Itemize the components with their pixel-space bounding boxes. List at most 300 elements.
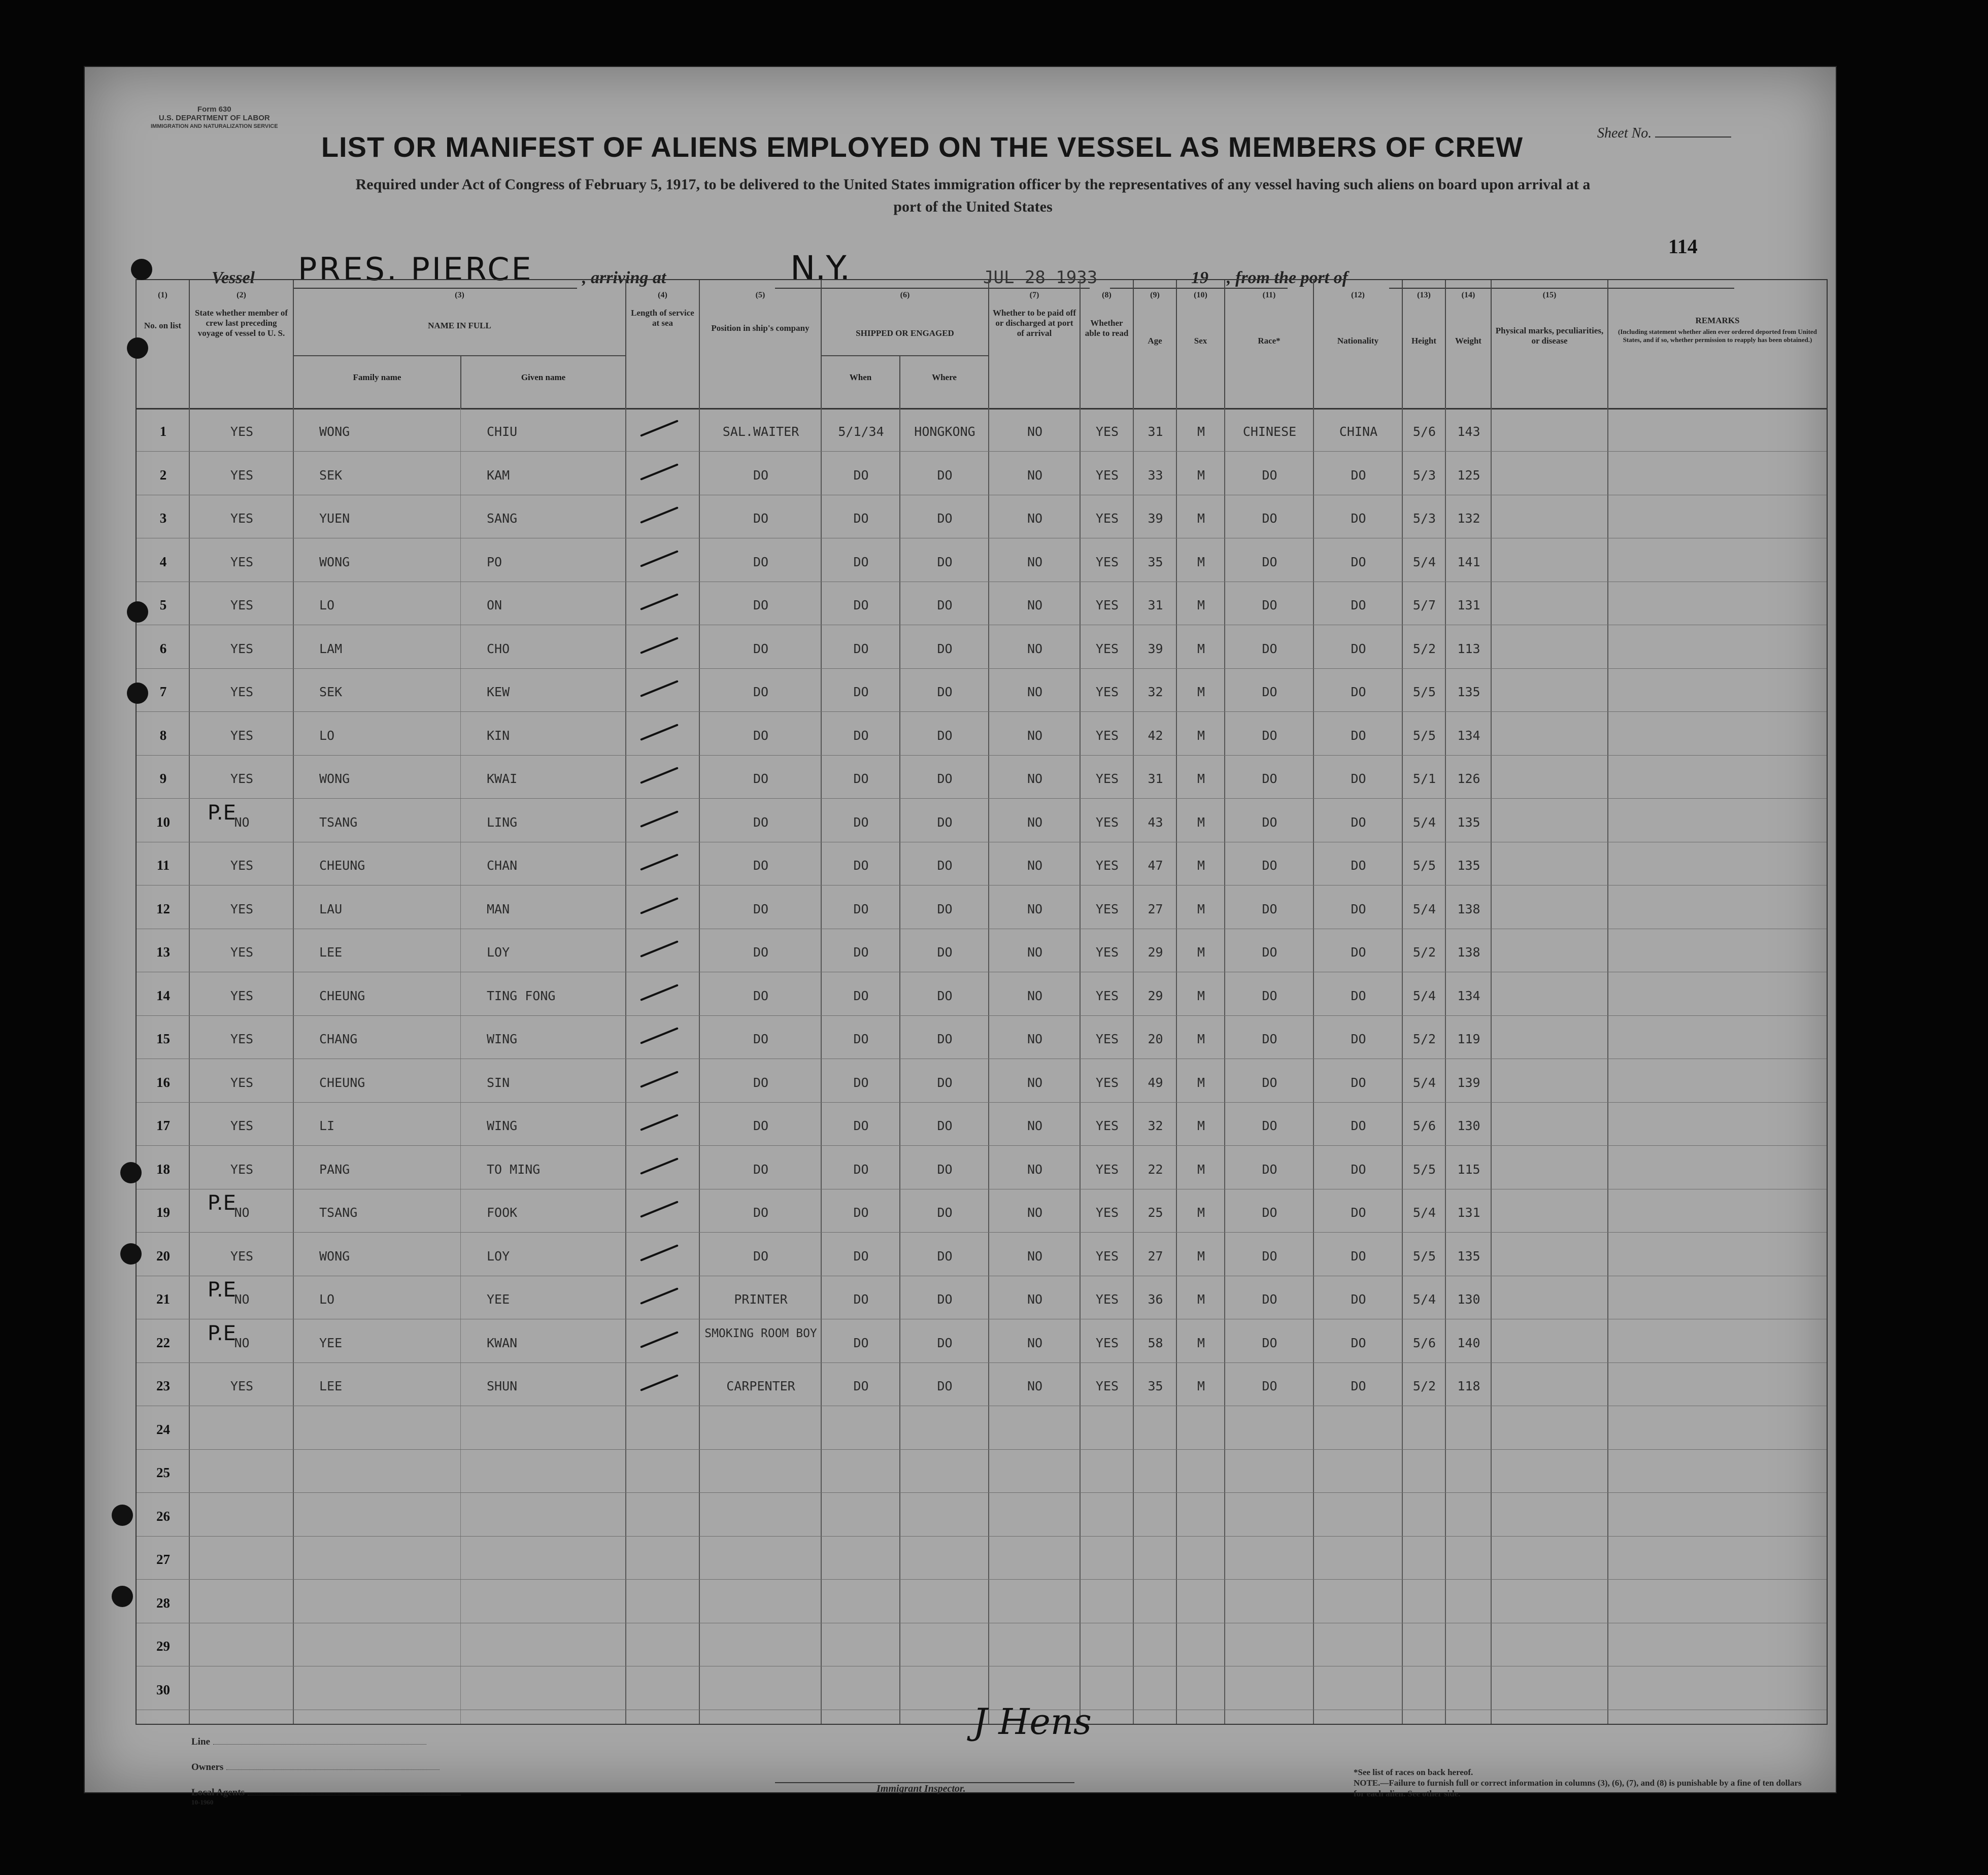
- cell-weight: [1446, 1453, 1492, 1492]
- cell-weight: [1446, 1540, 1492, 1579]
- cell-prev: NO: [234, 1205, 250, 1220]
- cell-age: 31: [1148, 598, 1163, 612]
- cell-weight: 126: [1457, 771, 1480, 786]
- cell-where: DO: [937, 771, 953, 786]
- cell-read: YES: [1095, 1248, 1119, 1264]
- form-number: Form 630: [197, 105, 231, 114]
- cell-race: DO: [1262, 814, 1277, 830]
- cell-sex: M: [1197, 424, 1205, 439]
- cell-age: 31: [1148, 424, 1163, 439]
- cell-prev: YES: [230, 771, 254, 786]
- cell-family: LO: [319, 1292, 335, 1307]
- cell-nat: DO: [1351, 641, 1366, 656]
- table-row: [137, 586, 1827, 625]
- cell-weight: 113: [1457, 641, 1480, 656]
- header-col-7: (7) Whether to be paid off or discharged at port of arrival: [989, 280, 1081, 408]
- header-col-10: (10) Sex: [1177, 280, 1225, 408]
- table-row: [137, 1410, 1827, 1450]
- cell-family: WONG: [319, 771, 350, 786]
- cell-when: [822, 1410, 900, 1449]
- cell-paid: [989, 1627, 1081, 1666]
- cell-weight: 132: [1457, 511, 1480, 526]
- cell-read: YES: [1095, 511, 1119, 526]
- table-row: [137, 933, 1827, 972]
- cell-height: 5/5: [1412, 728, 1436, 743]
- table-row: [137, 672, 1827, 712]
- table-row: [137, 629, 1827, 669]
- cell-prev: YES: [230, 988, 254, 1003]
- cell-age: [1134, 1627, 1177, 1666]
- cell-race: DO: [1262, 1205, 1277, 1220]
- header-col-9: (9) Age: [1134, 280, 1177, 408]
- cell-read: [1081, 1497, 1134, 1536]
- cell-no: 9: [159, 771, 167, 786]
- service-name: IMMIGRATION AND NATURALIZATION SERVICE: [151, 123, 278, 129]
- cell-prev: [190, 1497, 294, 1536]
- cell-when: DO: [853, 1118, 869, 1133]
- subtitle-line-1: Required under Act of Congress of February 5, 1917, to be delivered to the United States immigration officer by the representatives of any vessel having such aliens on board upon arrival at a: [355, 176, 1591, 193]
- cell-family: WONG: [319, 554, 350, 569]
- cell-height: 5/2: [1412, 945, 1436, 960]
- cell-weight: [1446, 1584, 1492, 1623]
- cell-family: TSANG: [319, 814, 358, 830]
- cell-when: DO: [853, 988, 869, 1003]
- cell-family: [294, 1671, 487, 1710]
- cell-age: 22: [1148, 1162, 1163, 1177]
- cell-when: [822, 1497, 900, 1536]
- cell-when: DO: [853, 901, 869, 916]
- department-name: U.S. DEPARTMENT OF LABOR: [158, 114, 270, 122]
- cell-sex: M: [1197, 467, 1205, 483]
- cell-prev: [190, 1671, 294, 1710]
- cell-position: SMOKING ROOM BOY: [704, 1326, 817, 1340]
- cell-race: DO: [1262, 858, 1277, 873]
- cell-nat: DO: [1351, 945, 1366, 960]
- cell-where: DO: [937, 1162, 953, 1177]
- cell-where: DO: [937, 1379, 953, 1393]
- cell-paid: [989, 1497, 1081, 1536]
- cell-race: DO: [1262, 945, 1277, 960]
- cell-where: DO: [937, 858, 953, 873]
- header-col-4: (4) Length of service at sea: [626, 280, 700, 408]
- cell-family: SEK: [319, 685, 343, 699]
- cell-nat: DO: [1351, 1335, 1366, 1350]
- handwritten-pe-mark: P.E: [208, 1321, 236, 1345]
- table-row: [137, 1584, 1827, 1623]
- cell-nat: DO: [1351, 1379, 1366, 1393]
- cell-height: 5/2: [1412, 641, 1436, 656]
- cell-nat: DO: [1351, 814, 1366, 830]
- cell-given: ON: [487, 598, 502, 612]
- cell-read: YES: [1095, 1075, 1119, 1090]
- cell-height: 5/7: [1412, 598, 1436, 612]
- cell-nat: DO: [1351, 771, 1366, 786]
- cell-race: [1225, 1671, 1314, 1710]
- cell-sex: M: [1197, 1335, 1205, 1350]
- cell-given: SHUN: [487, 1379, 518, 1393]
- cell-family: WONG: [319, 424, 350, 439]
- cell-age: 29: [1148, 945, 1163, 960]
- arrival-port: N.Y.: [790, 249, 851, 288]
- cell-prev: YES: [230, 467, 254, 483]
- cell-paid: NO: [1027, 858, 1043, 873]
- cell-weight: 130: [1457, 1118, 1480, 1133]
- cell-when: [822, 1584, 900, 1623]
- cell-sex: M: [1197, 1205, 1205, 1220]
- cell-weight: [1446, 1627, 1492, 1666]
- cell-height: 5/5: [1412, 1162, 1436, 1177]
- cell-age: [1134, 1410, 1177, 1449]
- cell-position: DO: [753, 1118, 769, 1133]
- cell-position: DO: [753, 771, 769, 786]
- cell-weight: 134: [1457, 988, 1480, 1003]
- cell-when: DO: [853, 641, 869, 656]
- cell-weight: 125: [1457, 467, 1480, 483]
- cell-given: CHO: [487, 641, 510, 656]
- cell-nat: DO: [1351, 685, 1366, 699]
- cell-paid: NO: [1027, 641, 1043, 656]
- punch-hole: [127, 683, 148, 704]
- cell-nat: [1314, 1453, 1403, 1492]
- cell-height: [1403, 1497, 1446, 1536]
- cell-no: 17: [156, 1118, 170, 1133]
- cell-sex: M: [1197, 1162, 1205, 1177]
- cell-read: YES: [1095, 728, 1119, 743]
- sheet-number-label: Sheet No.: [1597, 125, 1652, 141]
- cell-paid: [989, 1453, 1081, 1492]
- cell-where: DO: [937, 1335, 953, 1350]
- header-col-2: (2) State whether member of crew last preceding voyage of vessel to U. S.: [190, 280, 294, 408]
- cell-sex: M: [1197, 554, 1205, 569]
- cell-position: DO: [753, 685, 769, 699]
- cell-age: 35: [1148, 1379, 1163, 1393]
- cell-paid: NO: [1027, 945, 1043, 960]
- cell-where: [900, 1497, 989, 1536]
- cell-paid: NO: [1027, 728, 1043, 743]
- header-col-1: (1) No. on list: [137, 280, 190, 408]
- cell-age: 33: [1148, 467, 1163, 483]
- cell-nat: [1314, 1497, 1403, 1536]
- cell-where: DO: [937, 945, 953, 960]
- cell-where: DO: [937, 511, 953, 526]
- cell-age: 27: [1148, 901, 1163, 916]
- table-row: [137, 716, 1827, 756]
- table-row: [137, 759, 1827, 799]
- cell-sex: M: [1197, 511, 1205, 526]
- cell-read: YES: [1095, 988, 1119, 1003]
- cell-age: 39: [1148, 641, 1163, 656]
- cell-no: 20: [156, 1248, 170, 1264]
- cell-height: 5/4: [1412, 1075, 1436, 1090]
- cell-prev: YES: [230, 1118, 254, 1133]
- cell-height: 5/4: [1412, 814, 1436, 830]
- cell-sex: M: [1197, 1248, 1205, 1264]
- cell-height: [1403, 1410, 1446, 1449]
- cell-when: DO: [853, 1379, 869, 1393]
- cell-family: CHEUNG: [319, 988, 365, 1003]
- cell-no: 13: [156, 944, 170, 960]
- cell-age: 39: [1148, 511, 1163, 526]
- cell-where: DO: [937, 685, 953, 699]
- cell-where: [900, 1627, 989, 1666]
- cell-sex: M: [1197, 598, 1205, 612]
- cell-family: YUEN: [319, 511, 350, 526]
- cell-race: DO: [1262, 598, 1277, 612]
- cell-height: [1403, 1540, 1446, 1579]
- cell-race: DO: [1262, 1075, 1277, 1090]
- cell-sex: [1177, 1627, 1225, 1666]
- cell-no: 19: [156, 1205, 170, 1220]
- cell-race: DO: [1262, 641, 1277, 656]
- table-row: [137, 1497, 1827, 1537]
- cell-nat: DO: [1351, 858, 1366, 873]
- cell-age: 58: [1148, 1335, 1163, 1350]
- cell-where: DO: [937, 1292, 953, 1307]
- cell-position: [700, 1497, 822, 1536]
- cell-nat: DO: [1351, 728, 1366, 743]
- cell-height: 5/1: [1412, 771, 1436, 786]
- cell-race: DO: [1262, 901, 1277, 916]
- cell-height: 5/5: [1412, 1248, 1436, 1264]
- cell-read: YES: [1095, 467, 1119, 483]
- vessel-label: Vessel: [212, 268, 255, 287]
- cell-paid: NO: [1027, 467, 1043, 483]
- document-title: LIST OR MANIFEST OF ALIENS EMPLOYED ON THE VESSEL AS MEMBERS OF CREW: [321, 131, 1524, 163]
- cell-position: DO: [753, 1162, 769, 1177]
- header-where: Where: [900, 355, 989, 408]
- cell-race: [1225, 1627, 1314, 1666]
- cell-race: [1225, 1540, 1314, 1579]
- cell-position: CARPENTER: [726, 1379, 795, 1393]
- cell-where: DO: [937, 641, 953, 656]
- table-row: [137, 976, 1827, 1016]
- arrival-date-stamp: JUL 28 1933: [983, 267, 1098, 288]
- cell-prev: YES: [230, 1379, 254, 1393]
- cell-when: DO: [853, 1335, 869, 1350]
- table-row: [137, 499, 1827, 538]
- cell-given: WING: [487, 1032, 518, 1046]
- cell-when: DO: [853, 1032, 869, 1046]
- cell-read: YES: [1095, 1118, 1119, 1133]
- cell-nat: [1314, 1540, 1403, 1579]
- cell-paid: NO: [1027, 901, 1043, 916]
- cell-when: DO: [853, 728, 869, 743]
- cell-when: [822, 1671, 900, 1710]
- subtitle: [146, 174, 1800, 218]
- cell-height: 5/3: [1412, 467, 1436, 483]
- cell-position: DO: [753, 988, 769, 1003]
- cell-read: [1081, 1627, 1134, 1666]
- form-identifier: [151, 105, 278, 131]
- cell-when: DO: [853, 554, 869, 569]
- cell-age: 32: [1148, 685, 1163, 699]
- cell-height: 5/6: [1412, 1335, 1436, 1350]
- cell-sex: M: [1197, 945, 1205, 960]
- cell-height: [1403, 1627, 1446, 1666]
- table-row: [137, 1627, 1827, 1666]
- cell-sex: [1177, 1671, 1225, 1710]
- cell-race: DO: [1262, 467, 1277, 483]
- cell-where: DO: [937, 467, 953, 483]
- cell-when: DO: [853, 1205, 869, 1220]
- cell-where: DO: [937, 1075, 953, 1090]
- cell-position: SAL.WAITER: [722, 424, 799, 439]
- cell-prev: YES: [230, 685, 254, 699]
- punch-hole: [120, 1243, 142, 1265]
- cell-nat: DO: [1351, 1205, 1366, 1220]
- cell-no: 2: [159, 467, 167, 483]
- cell-position: DO: [753, 554, 769, 569]
- cell-no: 7: [159, 684, 167, 699]
- cell-nat: [1314, 1627, 1403, 1666]
- cell-position: [700, 1453, 822, 1492]
- cell-given: [461, 1453, 652, 1492]
- cell-prev: NO: [234, 1292, 250, 1307]
- cell-where: DO: [937, 814, 953, 830]
- cell-sex: M: [1197, 988, 1205, 1003]
- cell-race: [1225, 1497, 1314, 1536]
- cell-family: LEE: [319, 945, 343, 960]
- cell-family: CHANG: [319, 1032, 358, 1046]
- cell-race: DO: [1262, 685, 1277, 699]
- table-row: [137, 1193, 1827, 1233]
- cell-where: DO: [937, 598, 953, 612]
- cell-prev: [190, 1410, 294, 1449]
- cell-height: 5/5: [1412, 685, 1436, 699]
- cell-where: DO: [937, 554, 953, 569]
- cell-sex: M: [1197, 1379, 1205, 1393]
- cell-sex: [1177, 1497, 1225, 1536]
- header-col-12: (12) Nationality: [1314, 280, 1403, 408]
- cell-where: DO: [937, 901, 953, 916]
- cell-height: 5/2: [1412, 1032, 1436, 1046]
- cell-position: DO: [753, 901, 769, 916]
- cell-race: DO: [1262, 1248, 1277, 1264]
- cell-weight: [1446, 1671, 1492, 1710]
- cell-paid: NO: [1027, 1075, 1043, 1090]
- cell-weight: [1446, 1497, 1492, 1536]
- cell-age: [1134, 1540, 1177, 1579]
- cell-no: 29: [156, 1639, 170, 1654]
- cell-no: 10: [156, 814, 170, 830]
- cell-paid: NO: [1027, 685, 1043, 699]
- cell-paid: [989, 1540, 1081, 1579]
- cell-given: KWAN: [487, 1335, 518, 1350]
- cell-where: DO: [937, 1205, 953, 1220]
- year-label: 19: [1191, 268, 1208, 287]
- cell-paid: NO: [1027, 1205, 1043, 1220]
- cell-paid: [989, 1410, 1081, 1449]
- cell-given: [461, 1497, 652, 1536]
- cell-paid: NO: [1027, 598, 1043, 612]
- cell-given: [461, 1584, 652, 1623]
- cell-sex: [1177, 1453, 1225, 1492]
- cell-sex: M: [1197, 685, 1205, 699]
- cell-no: 4: [159, 554, 167, 569]
- cell-race: DO: [1262, 1335, 1277, 1350]
- cell-family: [294, 1584, 487, 1623]
- cell-given: KAM: [487, 467, 510, 483]
- cell-given: YEE: [487, 1292, 510, 1307]
- header-col-14: (14) Weight: [1446, 280, 1492, 408]
- cell-given: KWAI: [487, 771, 518, 786]
- cell-when: DO: [853, 1248, 869, 1264]
- cell-no: 18: [156, 1161, 170, 1177]
- manifest-sheet: [84, 66, 1837, 1806]
- cell-height: 5/4: [1412, 901, 1436, 916]
- cell-sex: M: [1197, 814, 1205, 830]
- cell-read: [1081, 1453, 1134, 1492]
- cell-prev: YES: [230, 1162, 254, 1177]
- cell-no: 22: [156, 1335, 170, 1350]
- cell-where: DO: [937, 1248, 953, 1264]
- cell-family: YEE: [319, 1335, 343, 1350]
- cell-paid: NO: [1027, 1162, 1043, 1177]
- cell-age: [1134, 1671, 1177, 1710]
- cell-prev: NO: [234, 1335, 250, 1350]
- cell-nat: DO: [1351, 1032, 1366, 1046]
- cell-given: CHAN: [487, 858, 518, 873]
- table-row: [137, 542, 1827, 582]
- cell-age: 49: [1148, 1075, 1163, 1090]
- cell-read: YES: [1095, 1162, 1119, 1177]
- cell-given: LOY: [487, 1248, 510, 1264]
- cell-race: CHINESE: [1242, 424, 1297, 439]
- cell-prev: YES: [230, 945, 254, 960]
- cell-nat: DO: [1351, 1075, 1366, 1090]
- inspector-signature: J Hens: [973, 1701, 1092, 1743]
- table-row: [137, 846, 1827, 885]
- cell-family: LI: [319, 1118, 335, 1133]
- punch-hole: [131, 259, 152, 280]
- table-row: [137, 1323, 1827, 1363]
- cell-when: DO: [853, 511, 869, 526]
- cell-read: YES: [1095, 814, 1119, 830]
- cell-read: YES: [1095, 424, 1119, 439]
- cell-position: DO: [753, 598, 769, 612]
- cell-age: 35: [1148, 554, 1163, 569]
- header-given-name: Given name: [461, 355, 626, 408]
- cell-read: YES: [1095, 1335, 1119, 1350]
- cell-nat: DO: [1351, 1118, 1366, 1133]
- cell-age: [1134, 1584, 1177, 1623]
- table-row: [137, 1280, 1827, 1319]
- cell-age: 31: [1148, 771, 1163, 786]
- cell-position: DO: [753, 858, 769, 873]
- cell-age: 32: [1148, 1118, 1163, 1133]
- cell-prev: YES: [230, 901, 254, 916]
- cell-family: TSANG: [319, 1205, 358, 1220]
- cell-no: 1: [159, 424, 167, 439]
- cell-family: LEE: [319, 1379, 343, 1393]
- cell-prev: YES: [230, 424, 254, 439]
- cell-nat: CHINA: [1339, 424, 1378, 439]
- cell-sex: [1177, 1584, 1225, 1623]
- cell-paid: NO: [1027, 1379, 1043, 1393]
- cell-weight: 141: [1457, 554, 1480, 569]
- punch-hole: [127, 601, 148, 623]
- cell-height: 5/4: [1412, 1205, 1436, 1220]
- table-row: [137, 803, 1827, 842]
- cell-weight: 115: [1457, 1162, 1480, 1177]
- cell-where: HONGKONG: [914, 424, 975, 439]
- subtitle-line-2: port of the United States: [893, 198, 1053, 215]
- cell-age: [1134, 1453, 1177, 1492]
- cell-weight: 135: [1457, 858, 1480, 873]
- cell-paid: NO: [1027, 424, 1043, 439]
- punch-hole: [112, 1586, 133, 1607]
- cell-position: [700, 1410, 822, 1449]
